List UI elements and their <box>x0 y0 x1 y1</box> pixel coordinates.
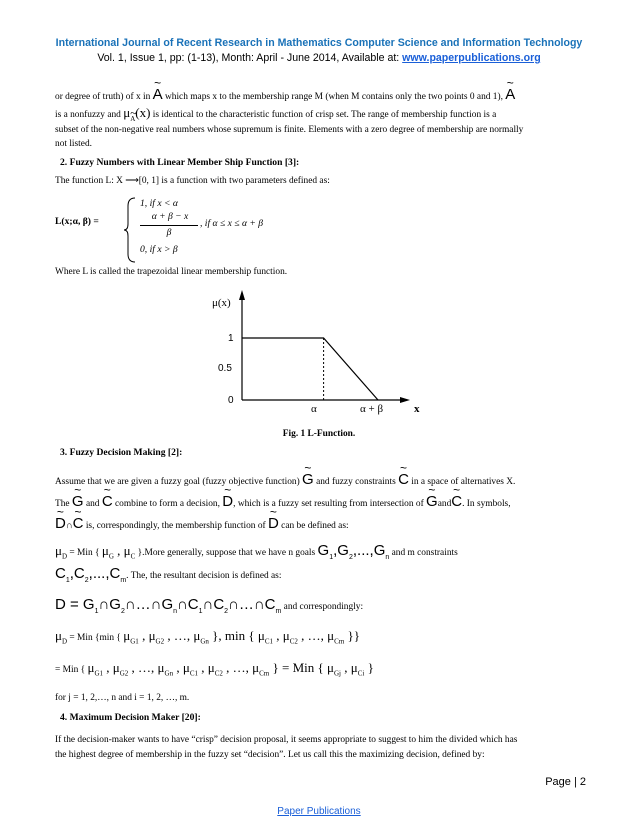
y-tick-0: 0 <box>228 395 234 406</box>
section-2-intro: The function L: X ⟶[0, 1] is a function with two parameters defined as: <box>55 176 330 186</box>
x-tick-alpha-plus-beta: α + β <box>360 403 384 415</box>
formula-lhs: L(x;α, β) = <box>55 216 99 227</box>
section-3-line-3: ~ D∩~ C is, correspondingly, the membership function of ~ D can be defined as: <box>55 513 585 535</box>
fraction-bar <box>140 225 198 226</box>
para-1-line-3: subset of the non-negative real numbers whose supremum is finite. Elements with a zero degree of membership are normally <box>55 125 524 135</box>
section-3-title: 3. Fuzzy Decision Making [2]: <box>60 447 183 458</box>
section-3-line-8: = Min { $\mu_{G1}$ , $\mu_{G2}$ , …, $\mu_{Gn}$ , $\mu_{C1}$ , $\mu_{C2}$ , …, $\mu_{Cm}$ } = Min { $\mu_{Gj}$ , $\mu_{Ci}$ } <box>55 660 374 678</box>
section-3-line-9: for j = 1, 2,…, n and i = 1, 2, …, m. <box>55 693 190 703</box>
y-axis-label: μ(x) <box>212 297 231 309</box>
journal-title: International Journal of Recent Research in Mathematics Computer Science and Information Technology <box>55 37 583 49</box>
series-line <box>242 338 378 400</box>
publisher-link[interactable]: Paper Publications <box>277 806 361 817</box>
page-number: Page | 2 <box>545 776 586 788</box>
para-1-line-1: or degree of truth) of x in ~ A which maps x to the membership range M (when M contains only the two points 0 and 1), ~ A <box>55 84 585 106</box>
section-3-line-2: The ~ G and ~ C combine to form a decision, ~ D, which is a fuzzy set resulting from intersection of ~ Gand~ C. In symbols, <box>55 491 585 513</box>
section-2-title: 2. Fuzzy Numbers with Linear Member Ship Function [3]: <box>60 157 300 168</box>
section-3-line-1: Assume that we are given a fuzzy goal (fuzzy objective function) ~ G and fuzzy constraints ~ C in a space of alternatives X. <box>55 469 585 491</box>
section-4-line-2: the highest degree of membership in the fuzzy set “decision”. Let us call this the maximizing decision, defined by: <box>55 750 485 760</box>
symbol-A: ~ A <box>153 84 163 106</box>
formula-brace <box>123 196 137 264</box>
section-3-line-5: $C_1,C_2,...,C_m$. The, the resultant decision is defined as: <box>55 565 282 584</box>
issue-info: Vol. 1, Issue 1, pp: (1-13), Month: April - June 2014, Available at: <box>97 52 403 64</box>
formula-case-2-condition: , if α ≤ x ≤ α + β <box>200 218 264 229</box>
x-axis-arrow <box>400 397 410 403</box>
y-tick-1: 1 <box>228 333 234 344</box>
symbol-G: ~ G <box>302 469 314 491</box>
y-tick-05: 0.5 <box>218 363 232 374</box>
symbol-A: ~ A <box>505 84 515 106</box>
section-4-title: 4. Maximum Decision Maker [20]: <box>60 712 201 723</box>
formula-case-2-denominator: β <box>166 227 172 238</box>
y-axis-arrow <box>239 290 245 300</box>
journal-url[interactable]: www.paperpublications.org <box>402 52 541 64</box>
formula-case-2-numerator: α + β − x <box>151 211 189 222</box>
figure-caption: Fig. 1 L-Function. <box>282 429 356 439</box>
formula-case-1: 1, if x < α <box>140 198 178 209</box>
para-1-line-2: is a nonfuzzy and μ~ $_A$(x) is identical to the characteristic function of crisp set. The range of membership function is a <box>55 104 585 124</box>
section-3-line-6: $D = G_1\cap G_2\cap\dots\cap G_n\cap C_1\cap C_2\cap\dots\cap C_m$ and correspondingly: <box>55 596 364 615</box>
symbol-C: ~ C <box>398 469 409 491</box>
section-2-after: Where L is called the trapezoidal linear membership function. <box>55 267 288 277</box>
section-3-line-4: $\mu_D$ = Min { $\mu_G$ , $\mu_C$ }.More generally, suppose that we have n goals $G_1,G_2,...,G_n$ and m constraints <box>55 542 458 561</box>
formula-case-3: 0, if x > β <box>140 244 178 255</box>
issue-line <box>0 52 638 64</box>
l-function-chart <box>200 288 440 418</box>
x-axis-label: x <box>414 403 420 415</box>
x-tick-alpha: α <box>311 403 317 415</box>
mu-A-symbol: μ~ $_A$(x) <box>123 105 150 120</box>
section-3-line-7: $\mu_D$ = Min {min { $\mu_{G1}$ , $\mu_{G2}$ , …, $\mu_{Gn}$ }, min { $\mu_{C1}$ , $\mu_{C2}$ , …, $\mu_{Cm}$ }} <box>55 628 361 646</box>
para-1-line-4: not listed. <box>55 139 92 149</box>
section-4-line-1: If the decision-maker wants to have “crisp” decision proposal, it seems appropriate to suggest to him the divided which has <box>55 735 518 745</box>
